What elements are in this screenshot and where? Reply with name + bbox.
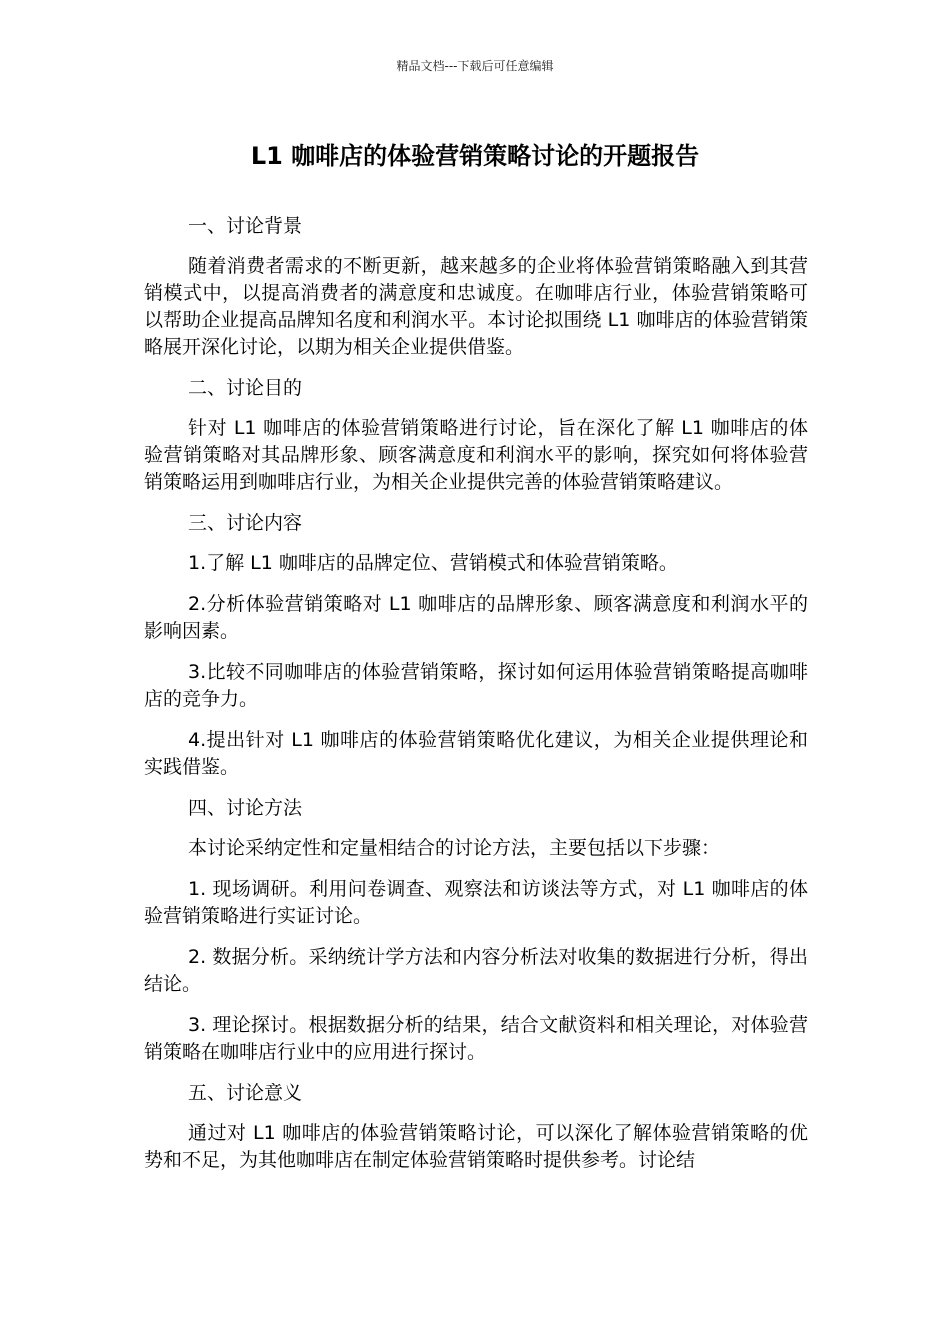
section-heading-methods: 四、讨论方法	[188, 797, 303, 819]
method-step-3: 3. 理论探讨。根据数据分析的结果，结合文献资料和相关理论，对体验营销策略在咖啡店行业中的应用进行探讨。	[144, 1014, 808, 1063]
content-item-4: 4.提出针对 L1 咖啡店的体验营销策略优化建议，为相关企业提供理论和实践借鉴。	[144, 729, 808, 778]
section-heading-content: 三、讨论内容	[188, 512, 303, 534]
content-item-3: 3.比较不同咖啡店的体验营销策略，探讨如何运用体验营销策略提高咖啡店的竞争力。	[144, 661, 808, 710]
page-header-watermark: 精品文档---下载后可任意编辑	[396, 59, 554, 73]
method-step-1: 1. 现场调研。利用问卷调查、观察法和访谈法等方式，对 L1 咖啡店的体验营销策略进行实证讨论。	[144, 878, 808, 927]
method-step-2: 2. 数据分析。采纳统计学方法和内容分析法对收集的数据进行分析，得出结论。	[144, 946, 808, 995]
document-body	[144, 213, 808, 1188]
section-heading-background: 一、讨论背景	[188, 215, 303, 237]
section-heading-purpose: 二、讨论目的	[188, 377, 303, 399]
paragraph-methods-intro: 本讨论采纳定性和定量相结合的讨论方法，主要包括以下步骤：	[188, 837, 721, 859]
paragraph-background: 随着消费者需求的不断更新，越来越多的企业将体验营销策略融入到其营销模式中，以提高消费者的满意度和忠诚度。在咖啡店行业，体验营销策略可以帮助企业提高品牌知名度和利润水平。本讨论拟围绕 L1 咖啡店的体验营销策略展开深化讨论，以期为相关企业提供借鉴。	[144, 255, 808, 358]
paragraph-significance: 通过对 L1 咖啡店的体验营销策略讨论，可以深化了解体验营销策略的优势和不足，为其他咖啡店在制定体验营销策略时提供参考。讨论结	[144, 1122, 808, 1171]
document-title: L1 咖啡店的体验营销策略讨论的开题报告	[250, 142, 700, 170]
paragraph-purpose: 针对 L1 咖啡店的体验营销策略进行讨论，旨在深化了解 L1 咖啡店的体验营销策略对其品牌形象、顾客满意度和利润水平的影响，探究如何将体验营销策略运用到咖啡店行业，为相关企业提供完善的体验营销策略建议。	[144, 417, 808, 493]
section-heading-significance: 五、讨论意义	[188, 1082, 303, 1104]
content-item-1: 1.了解 L1 咖啡店的品牌定位、营销模式和体验营销策略。	[188, 552, 678, 574]
content-item-2: 2.分析体验营销策略对 L1 咖啡店的品牌形象、顾客满意度和利润水平的影响因素。	[144, 593, 808, 642]
